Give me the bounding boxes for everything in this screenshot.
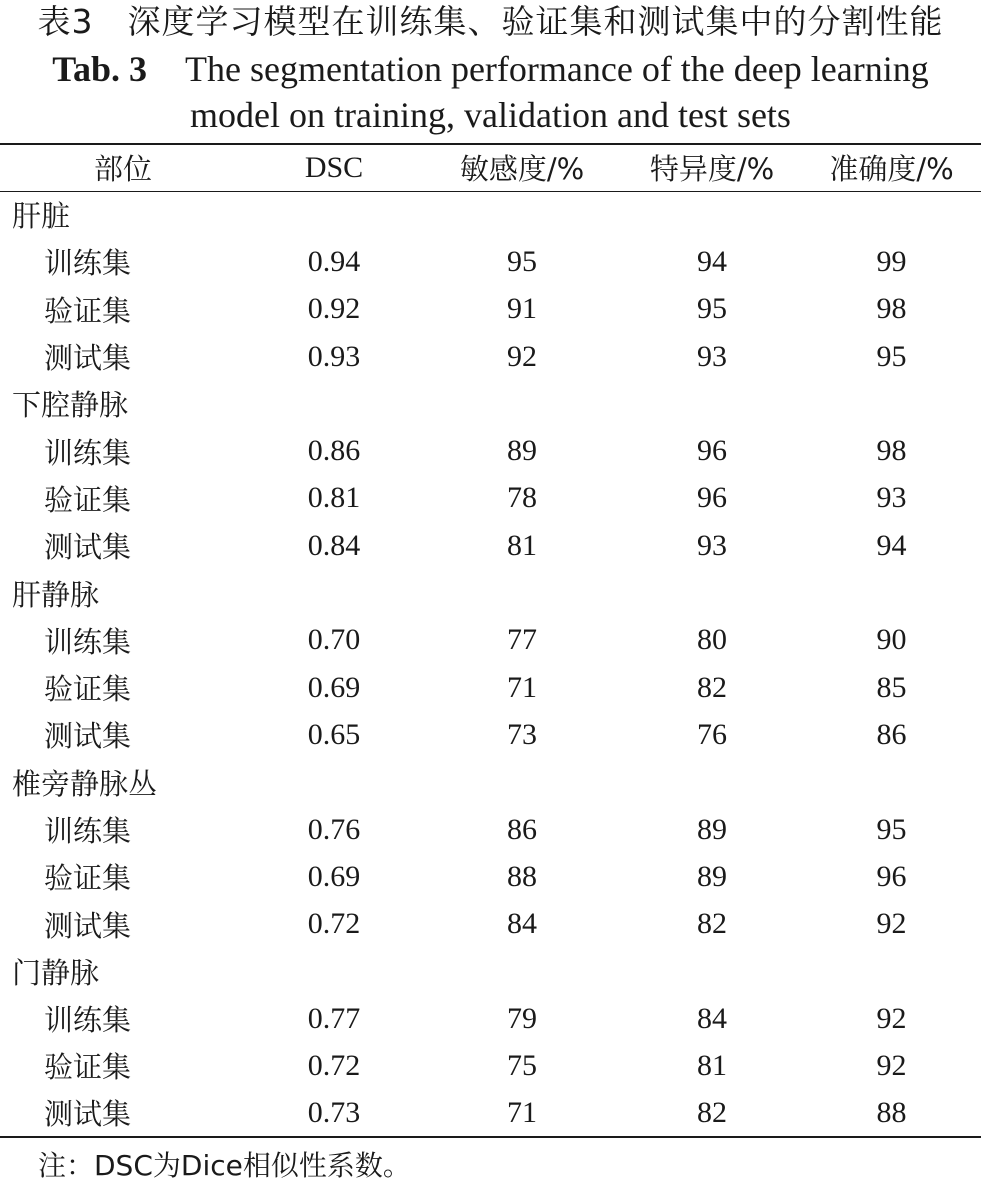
table-row — [0, 711, 981, 758]
table-row — [0, 853, 981, 900]
cell-specificity: 95 — [697, 292, 727, 326]
cell-dsc: 0.84 — [307, 528, 361, 562]
table-row — [0, 1042, 981, 1089]
cell-set: 训练集 — [44, 814, 132, 848]
cell-sensitivity: 88 — [507, 859, 537, 893]
part-name: 下腔静脉 — [12, 388, 129, 423]
cell-accuracy: 90 — [876, 623, 907, 657]
cell-sensitivity: 91 — [507, 292, 537, 326]
cell-dsc: 0.65 — [307, 717, 361, 751]
table-number-zh: 表3 — [37, 2, 94, 41]
cell-sensitivity: 78 — [507, 481, 537, 515]
cell-dsc: 0.72 — [307, 1048, 361, 1082]
cell-specificity: 81 — [697, 1048, 727, 1082]
header-part: 部位 — [0, 144, 246, 191]
cell-accuracy: 93 — [876, 481, 907, 515]
cell-dsc: 0.77 — [307, 1001, 361, 1035]
cell-sensitivity: 75 — [507, 1048, 537, 1082]
table-row — [0, 617, 981, 664]
cell-dsc: 0.70 — [307, 623, 361, 657]
cell-sensitivity: 71 — [507, 670, 537, 704]
cell-accuracy: 85 — [876, 670, 907, 704]
table-title-en-line2: model on training, validation and test sets — [190, 95, 791, 135]
table-number-en: Tab. 3 — [52, 49, 148, 89]
cell-specificity: 80 — [697, 623, 727, 657]
cell-set: 测试集 — [44, 908, 132, 943]
cell-accuracy: 98 — [876, 434, 907, 468]
group-row — [0, 380, 981, 427]
cell-accuracy: 96 — [876, 859, 907, 893]
header-accuracy: 准确度/% — [802, 144, 981, 191]
cell-dsc: 0.72 — [307, 907, 361, 941]
header-specificity: 特异度/% — [622, 144, 802, 191]
cell-accuracy: 88 — [802, 1090, 981, 1137]
part-name: 肝脏 — [12, 199, 71, 234]
table-row — [0, 995, 981, 1042]
cell-set: 测试集 — [0, 1090, 246, 1137]
cell-specificity: 94 — [697, 244, 727, 278]
table-header-row — [0, 144, 981, 191]
table-row — [0, 475, 981, 522]
cell-dsc: 0.69 — [307, 670, 361, 704]
cell-specificity: 93 — [697, 528, 727, 562]
cell-specificity: 89 — [697, 812, 727, 846]
cell-set: 验证集 — [44, 482, 132, 517]
part-name: 肝静脉 — [12, 577, 100, 612]
cell-set: 训练集 — [44, 1003, 132, 1038]
cell-dsc: 0.73 — [246, 1090, 422, 1137]
cell-dsc: 0.69 — [307, 859, 361, 893]
cell-accuracy: 86 — [876, 717, 907, 751]
cell-dsc: 0.76 — [307, 812, 361, 846]
table-row — [0, 664, 981, 711]
cell-sensitivity: 71 — [422, 1090, 622, 1137]
cell-set: 训练集 — [44, 624, 132, 659]
table-row — [0, 1090, 981, 1137]
cell-specificity: 82 — [697, 670, 727, 704]
cell-specificity: 93 — [697, 339, 727, 373]
table-row — [0, 427, 981, 474]
group-row — [0, 569, 981, 616]
table-row — [0, 286, 981, 333]
table-title-en-line1 — [0, 46, 981, 92]
cell-accuracy: 92 — [876, 907, 907, 941]
cell-sensitivity: 95 — [507, 244, 537, 278]
table-body — [0, 191, 981, 1137]
cell-sensitivity: 79 — [507, 1001, 537, 1035]
table-footnote: 注：DSC为Dice相似性系数。 — [38, 1149, 411, 1182]
table-title-en-text1: The segmentation performance of the deep learning — [185, 49, 929, 89]
cell-set: 验证集 — [44, 293, 132, 328]
cell-accuracy: 92 — [876, 1001, 907, 1035]
header-dsc: DSC — [246, 144, 422, 191]
cell-accuracy: 94 — [876, 528, 907, 562]
cell-sensitivity: 77 — [507, 623, 537, 657]
cell-dsc: 0.92 — [307, 292, 361, 326]
cell-accuracy: 98 — [876, 292, 907, 326]
cell-sensitivity: 84 — [507, 907, 537, 941]
cell-specificity: 84 — [697, 1001, 727, 1035]
cell-set: 训练集 — [44, 435, 132, 470]
part-name: 门静脉 — [12, 955, 100, 990]
cell-dsc: 0.86 — [307, 434, 361, 468]
group-row — [0, 948, 981, 995]
cell-specificity: 76 — [697, 717, 727, 751]
cell-sensitivity: 73 — [507, 717, 537, 751]
cell-accuracy: 99 — [876, 244, 907, 278]
cell-specificity: 96 — [697, 434, 727, 468]
cell-dsc: 0.93 — [307, 339, 361, 373]
cell-dsc: 0.81 — [307, 481, 361, 515]
cell-set: 验证集 — [44, 1050, 132, 1085]
cell-set: 验证集 — [44, 672, 132, 707]
cell-accuracy: 92 — [876, 1048, 907, 1082]
cell-specificity: 82 — [622, 1090, 802, 1137]
cell-set: 测试集 — [44, 341, 132, 376]
performance-table — [0, 143, 981, 1138]
cell-accuracy: 95 — [876, 812, 907, 846]
cell-accuracy: 95 — [876, 339, 907, 373]
table-caption-en — [0, 46, 981, 138]
cell-specificity: 89 — [697, 859, 727, 893]
cell-specificity: 82 — [697, 907, 727, 941]
cell-sensitivity: 81 — [507, 528, 537, 562]
group-row — [0, 191, 981, 238]
table-row — [0, 522, 981, 569]
cell-set: 验证集 — [44, 861, 132, 896]
table-caption-zh — [0, 0, 981, 44]
cell-set: 测试集 — [44, 530, 132, 565]
group-row — [0, 759, 981, 806]
table-title-zh: 深度学习模型在训练集、验证集和测试集中的分割性能 — [127, 2, 944, 41]
table-row — [0, 900, 981, 947]
table-row — [0, 238, 981, 285]
cell-set: 训练集 — [44, 246, 132, 281]
cell-sensitivity: 92 — [507, 339, 537, 373]
header-sensitivity: 敏感度/% — [422, 144, 622, 191]
cell-sensitivity: 86 — [507, 812, 537, 846]
table-row — [0, 806, 981, 853]
cell-dsc: 0.94 — [307, 244, 361, 278]
part-name: 椎旁静脉丛 — [12, 766, 158, 801]
table-row — [0, 333, 981, 380]
cell-set: 测试集 — [44, 719, 132, 754]
cell-specificity: 96 — [697, 481, 727, 515]
cell-sensitivity: 89 — [507, 434, 537, 468]
